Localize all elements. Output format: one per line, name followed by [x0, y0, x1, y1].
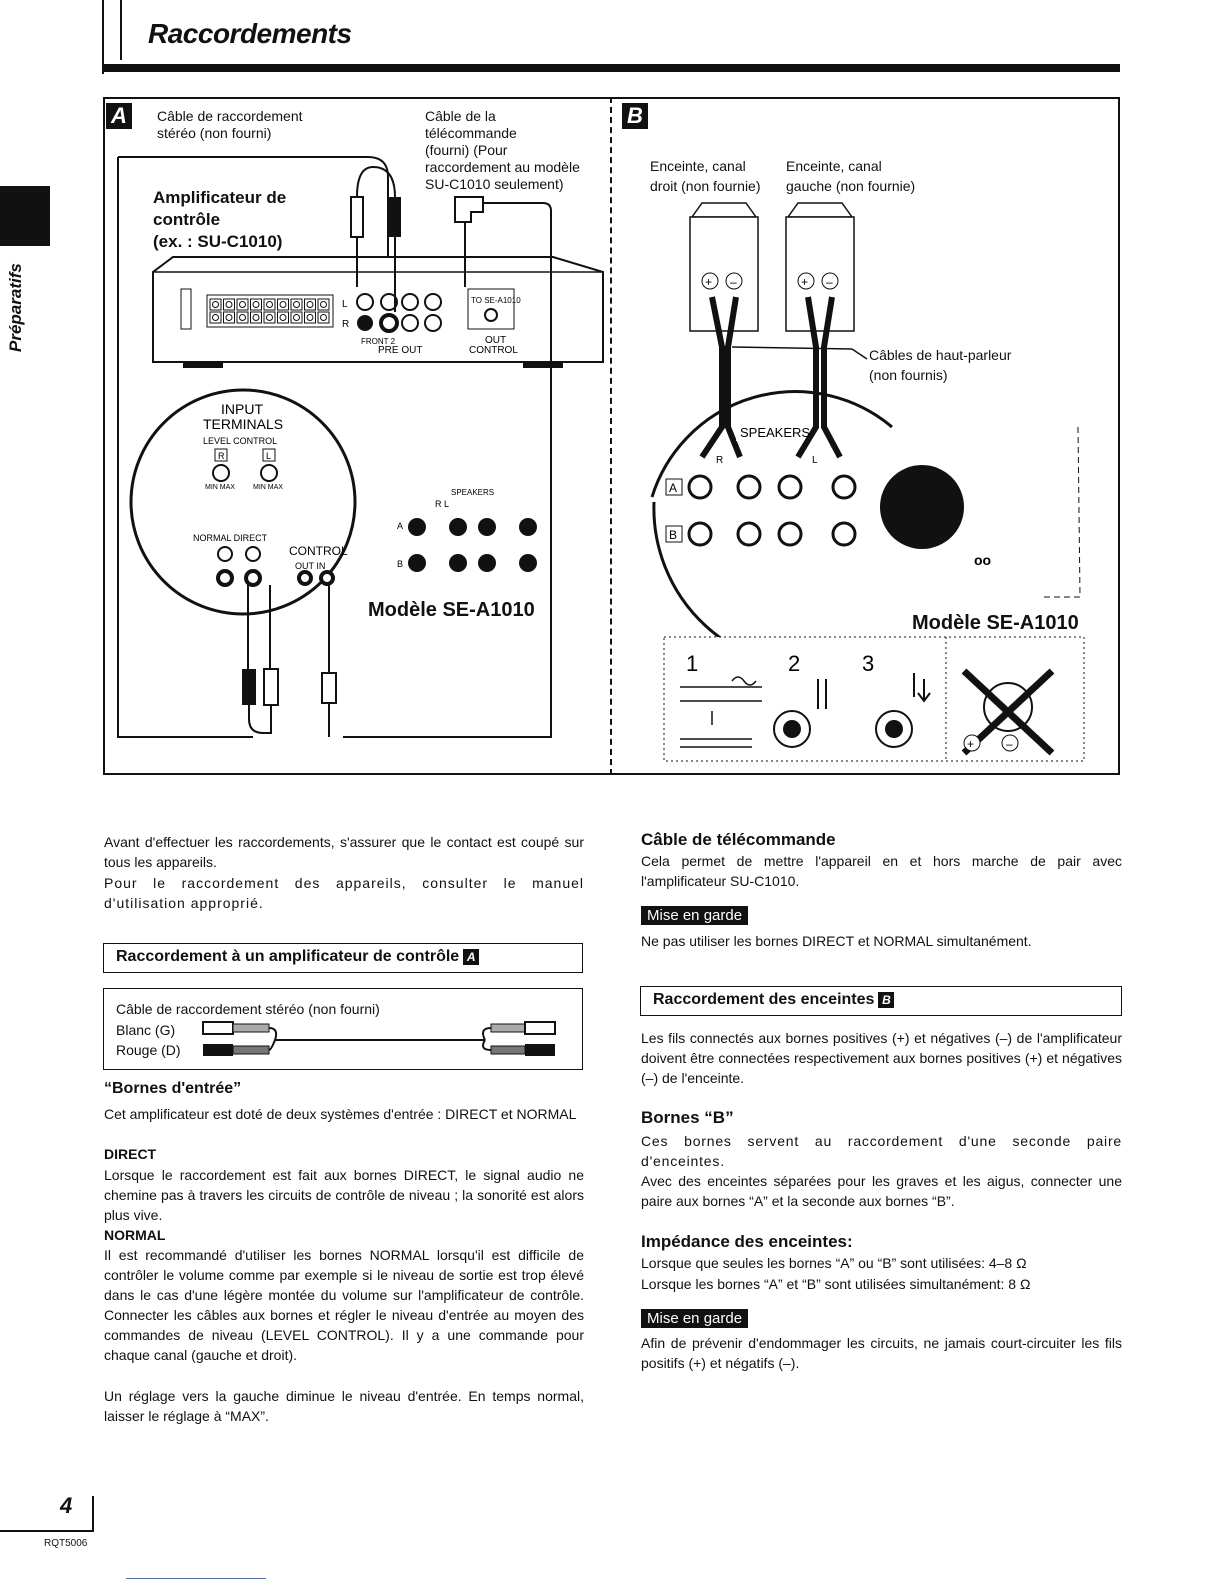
amp-terminal-screw — [240, 315, 246, 321]
b-terminals-text-1: Ces bornes servent au raccordement d'une seconde paire d'enceintes. — [641, 1133, 1122, 1169]
warning-badge-2: Mise en garde — [641, 1309, 748, 1328]
footer-link-line — [126, 1578, 266, 1579]
panel-speakers: SPEAKERS — [451, 488, 495, 497]
inputs-text: Cet amplificateur est doté de deux systèmes d'entrée : DIRECT et NORMAL — [104, 1106, 577, 1122]
section-speakers-badge: B — [878, 992, 894, 1008]
zoom-level-control: LEVEL CONTROL — [203, 436, 278, 446]
zoom-input: INPUT — [221, 401, 263, 417]
zoom-b: B — [669, 528, 678, 542]
zoom-minmax-r: MIN MAX — [205, 484, 235, 491]
cable-box-white: Blanc (G) — [116, 1022, 176, 1038]
left-speaker — [786, 203, 854, 331]
amp-terminal-screw — [267, 302, 273, 308]
amp-terminal-screw — [267, 315, 273, 321]
amp-terminal-screw — [307, 315, 313, 321]
right-speaker-caption: Enceinte, canal droit (non fournie) — [650, 158, 761, 194]
svg-text:–: – — [730, 275, 737, 289]
panel-r-l: R L — [435, 499, 450, 509]
zoom-r-box: R — [218, 451, 225, 461]
zoom-normal-direct: NORMAL DIRECT — [193, 533, 268, 543]
amp-terminal-screw — [253, 302, 259, 308]
section-amplifier-title: Raccordement à un amplificateur de contrôle — [116, 948, 460, 965]
zoom-speaker-terminals — [689, 476, 855, 545]
zoom-minmax-l: MIN MAX — [253, 484, 283, 491]
amp-terminal-strip-small — [181, 289, 191, 329]
rca-plugs-bottom — [242, 669, 336, 737]
side-tab-block — [0, 186, 50, 246]
warning-text-1: Ne pas utiliser les bornes DIRECT et NORMAL simultanément. — [641, 933, 1032, 949]
figure-b-model: Modèle SE-A1010 — [912, 612, 1079, 634]
svg-text:+: + — [801, 275, 809, 289]
right-speaker — [690, 203, 758, 331]
amp-terminal-screw — [321, 302, 327, 308]
section-speakers-title: Raccordement des enceintes — [653, 991, 875, 1008]
zoom-out-in: OUT IN — [295, 561, 326, 571]
step-3: 3 — [862, 651, 875, 676]
b-terminals-heading: Bornes “B” — [641, 1108, 734, 1127]
warning-badge-1: Mise en garde — [641, 906, 748, 925]
normal-heading: NORMAL — [104, 1227, 166, 1243]
left-speaker-caption: Enceinte, canal gauche (non fournie) — [786, 158, 916, 194]
zoom-a: A — [669, 481, 678, 495]
speaker-cables-caption: Câbles de haut-parleur (non fournis) — [869, 347, 1012, 383]
header-rule-vertical-inner — [120, 0, 122, 60]
svg-text:+: + — [705, 275, 713, 289]
page-title: Raccordements — [148, 18, 352, 49]
panel-out: OUT — [485, 335, 507, 346]
step-2: 2 — [788, 651, 801, 676]
amp-terminal-screw — [307, 302, 313, 308]
intro-paragraph-2: Pour le raccordement des appareils, consulter le manuel d'utilisation approprié. — [104, 875, 584, 911]
section-header-amplifier — [103, 943, 583, 973]
normal-text-2: Un réglage vers la gauche diminue le niveau d'entrée. En temps normal, laisser le réglage à “MAX”. — [104, 1388, 584, 1424]
amp-terminal-screw — [280, 302, 286, 308]
panel-l: L — [342, 299, 348, 310]
figure-a-model: Modèle SE-A1010 — [368, 599, 535, 621]
svg-text:+: + — [967, 737, 975, 751]
direct-heading: DIRECT — [104, 1146, 157, 1162]
normal-text: Il est recommandé d'utiliser les bornes NORMAL lorsqu'il est difficile de contrôler le volume comme par exemple si le niveau de sortie est trop élevé dans le cas d'une légère montée du volume sur l'amplificateur de contrôle. Connecter les câbles aux bornes et régler le niveau d'entrée au moyen des commandes de niveau (LEVEL CONTROL). Il y a une commande pour chaque canal (gauche et droit). — [104, 1247, 584, 1363]
step-1: 1 — [686, 651, 699, 676]
figure-a-badge: A — [106, 103, 132, 129]
cable-box-red: Rouge (D) — [116, 1042, 181, 1058]
figure-a-stereo-caption: Câble de raccordement stéréo (non fourni) — [157, 108, 303, 141]
svg-text:–: – — [1006, 737, 1013, 751]
intro-paragraph-1: Avant d'effectuer les raccordements, s'assurer que le contact est coupé sur tous les appareils. — [104, 834, 584, 870]
b-terminals-text-2: Avec des enceintes séparées pour les graves et les aigus, connecter une paire aux bornes “A” et la seconde aux bornes “B”. — [641, 1173, 1122, 1209]
impedance-heading: Impédance des enceintes: — [641, 1232, 853, 1251]
panel-r: R — [342, 319, 350, 330]
amp-terminal-screw — [226, 315, 232, 321]
speakers-text: Les fils connectés aux bornes positives (+) et négatives (–) de l'amplificateur doivent être connectées respectivement aux bornes positives (+) et négatives (–) de l'enceinte. — [641, 1030, 1122, 1086]
warning-text-2: Afin de prévenir d'endommager les circuits, ne jamais court-circuiter les fils positifs (+) et négatifs (–). — [641, 1335, 1122, 1371]
impedance-line-1: Lorsque que seules les bornes “A” ou “B” sont utilisées: 4–8 Ω — [641, 1255, 1027, 1271]
inputs-heading: “Bornes d'entrée” — [104, 1080, 242, 1097]
page-number-rule-vertical — [92, 1496, 94, 1532]
zoom-l: L — [812, 455, 818, 466]
level-knob-l — [261, 465, 277, 481]
figure-b-diagram — [612, 97, 1120, 775]
section-header-speakers — [640, 986, 1122, 1016]
zoom-r: R — [716, 455, 724, 466]
level-knob-r — [213, 465, 229, 481]
panel-control: CONTROL — [469, 345, 518, 356]
page-number: 4 — [60, 1493, 73, 1518]
amp-terminal-screw — [226, 302, 232, 308]
panel-pre-out: PRE OUT — [378, 345, 423, 356]
page-number-rule — [0, 1530, 94, 1532]
stereo-cable-drawing — [195, 1014, 565, 1064]
direct-text: Lorsque le raccordement est fait aux bornes DIRECT, le signal audio ne chemine pas à travers les circuits de contrôle de niveau ; la sonorité est alors plus vive. — [104, 1167, 584, 1223]
document-code: RQT5006 — [44, 1538, 88, 1549]
amp-terminal-screw — [294, 302, 300, 308]
remote-text: Cela permet de mettre l'appareil en et hors marche de pair avec l'amplificateur SU-C1010. — [641, 853, 1122, 889]
figure-a-remote-caption: Câble de la télécommande (fourni) (Pour raccordement au modèle SU-C1010 seulement) — [425, 108, 580, 192]
cable-box-title: Câble de raccordement stéréo (non fourni) — [116, 1001, 380, 1017]
amp-terminal-screw — [253, 315, 259, 321]
amp-terminal-screw — [213, 315, 219, 321]
section-amplifier-badge: A — [463, 949, 479, 965]
svg-text:oo: oo — [974, 552, 992, 568]
amp-terminal-strip — [207, 295, 333, 327]
side-label: Préparatifs — [6, 263, 25, 352]
zoom-control: CONTROL — [289, 544, 348, 558]
header-rule — [102, 64, 1120, 72]
amp-terminal-screw — [213, 302, 219, 308]
amp-terminal-screw — [321, 315, 327, 321]
svg-text:–: – — [826, 275, 833, 289]
zoom-l-box: L — [266, 451, 272, 461]
amplifier-label: Amplificateur de contrôle (ex. : SU-C1010) — [153, 188, 287, 251]
header-rule-vertical — [102, 0, 104, 74]
panel-front2: FRONT 2 — [361, 337, 396, 346]
amp-terminal-screw — [280, 315, 286, 321]
panel-speaker-terminals — [408, 518, 537, 572]
figure-b-badge: B — [622, 103, 648, 129]
remote-plug — [455, 197, 483, 222]
impedance-line-2: Lorsque les bornes “A” et “B” sont utilisées simultanément: 8 Ω — [641, 1276, 1031, 1292]
knob-shadow — [880, 465, 964, 549]
figure-a-diagram — [103, 97, 611, 775]
amp-terminal-screw — [240, 302, 246, 308]
zoom-terminals: TERMINALS — [203, 416, 284, 432]
panel-to-se: TO SE-A1010 — [471, 296, 521, 305]
panel-a: A — [397, 521, 404, 531]
panel-b: B — [397, 559, 404, 569]
zoom-speakers: SPEAKERS — [740, 425, 811, 440]
remote-heading: Câble de télécommande — [641, 830, 836, 849]
amp-terminal-screw — [294, 315, 300, 321]
